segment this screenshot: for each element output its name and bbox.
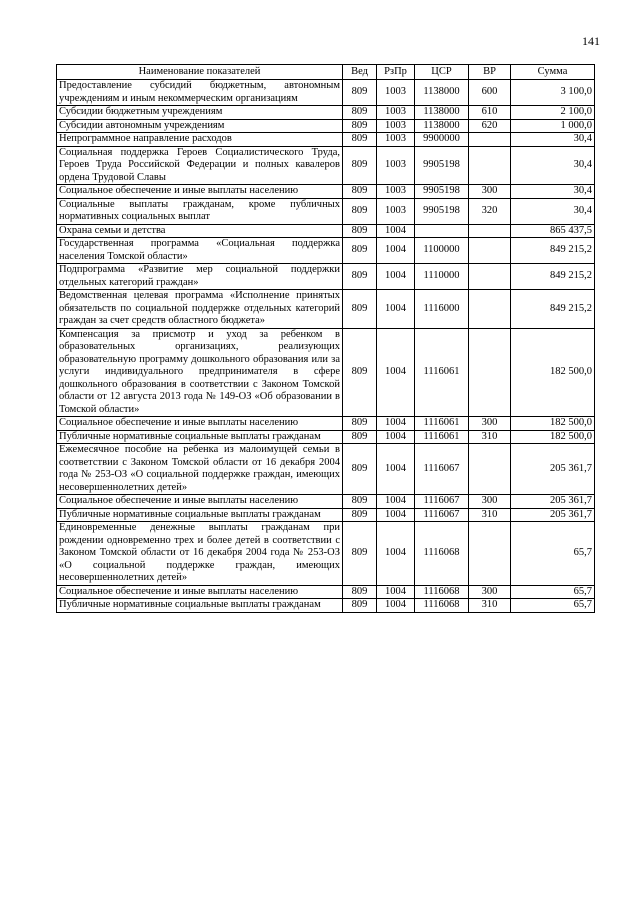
column-header-vr: ВР — [469, 65, 511, 80]
row-csr-cell: 1138000 — [415, 106, 469, 120]
row-csr-cell: 1116061 — [415, 430, 469, 444]
row-sum-cell: 205 361,7 — [511, 444, 595, 495]
row-csr-cell: 1138000 — [415, 119, 469, 133]
table-row — [57, 198, 595, 224]
row-sum-cell: 182 500,0 — [511, 328, 595, 417]
row-rzpr-cell: 1004 — [377, 508, 415, 522]
row-csr-cell: 1116067 — [415, 495, 469, 509]
row-vr-cell: 300 — [469, 417, 511, 431]
row-rzpr-cell: 1003 — [377, 146, 415, 185]
row-sum-cell: 849 215,2 — [511, 290, 595, 329]
row-ved-cell: 809 — [343, 80, 377, 106]
row-name-cell: Социальное обеспечение и иные выплаты населению — [57, 585, 343, 599]
row-sum-cell: 865 437,5 — [511, 224, 595, 238]
row-rzpr-cell: 1004 — [377, 224, 415, 238]
row-vr-cell: 610 — [469, 106, 511, 120]
row-rzpr-cell: 1004 — [377, 290, 415, 329]
row-ved-cell: 809 — [343, 224, 377, 238]
row-rzpr-cell: 1004 — [377, 238, 415, 264]
row-name-cell: Публичные нормативные социальные выплаты гражданам — [57, 508, 343, 522]
row-ved-cell: 809 — [343, 430, 377, 444]
table-row — [57, 133, 595, 147]
table-row — [57, 508, 595, 522]
row-sum-cell: 30,4 — [511, 146, 595, 185]
row-csr-cell: 1116061 — [415, 417, 469, 431]
column-header-ved: Вед — [343, 65, 377, 80]
row-name-cell: Непрограммное направление расходов — [57, 133, 343, 147]
row-sum-cell: 30,4 — [511, 133, 595, 147]
table-row — [57, 522, 595, 586]
table-row — [57, 585, 595, 599]
table-row — [57, 185, 595, 199]
table-row — [57, 264, 595, 290]
page-number: 141 — [582, 34, 600, 48]
row-name-cell: Социальное обеспечение и иные выплаты населению — [57, 185, 343, 199]
row-ved-cell: 809 — [343, 146, 377, 185]
row-ved-cell: 809 — [343, 495, 377, 509]
row-sum-cell: 30,4 — [511, 185, 595, 199]
row-name-cell: Социальное обеспечение и иные выплаты населению — [57, 495, 343, 509]
row-ved-cell: 809 — [343, 444, 377, 495]
row-ved-cell: 809 — [343, 328, 377, 417]
table-row — [57, 328, 595, 417]
budget-table — [56, 64, 595, 613]
row-ved-cell: 809 — [343, 599, 377, 613]
row-rzpr-cell: 1003 — [377, 106, 415, 120]
row-csr-cell: 1100000 — [415, 238, 469, 264]
row-rzpr-cell: 1004 — [377, 430, 415, 444]
row-name-cell: Ежемесячное пособие на ребенка из малоимущей семьи в соответствии с Законом Томской области от 16 декабря 2004 года № 253-ОЗ «О социальной поддержке граждан, имеющих несовершеннолетних детей» — [57, 444, 343, 495]
table-row — [57, 430, 595, 444]
table-row — [57, 119, 595, 133]
row-vr-cell: 620 — [469, 119, 511, 133]
row-sum-cell: 1 000,0 — [511, 119, 595, 133]
column-header-sum: Сумма — [511, 65, 595, 80]
row-vr-cell — [469, 328, 511, 417]
row-ved-cell: 809 — [343, 238, 377, 264]
table-row — [57, 238, 595, 264]
row-vr-cell: 300 — [469, 495, 511, 509]
row-vr-cell: 320 — [469, 198, 511, 224]
row-ved-cell: 809 — [343, 417, 377, 431]
row-csr-cell — [415, 224, 469, 238]
row-sum-cell: 2 100,0 — [511, 106, 595, 120]
row-name-cell: Охрана семьи и детства — [57, 224, 343, 238]
table-row — [57, 417, 595, 431]
row-ved-cell: 809 — [343, 106, 377, 120]
row-rzpr-cell: 1003 — [377, 133, 415, 147]
row-vr-cell — [469, 238, 511, 264]
row-name-cell: Подпрограмма «Развитие мер социальной поддержки отдельных категорий граждан» — [57, 264, 343, 290]
row-vr-cell: 600 — [469, 80, 511, 106]
row-csr-cell: 9905198 — [415, 146, 469, 185]
row-name-cell: Субсидии бюджетным учреждениям — [57, 106, 343, 120]
row-rzpr-cell: 1003 — [377, 119, 415, 133]
row-csr-cell: 1116061 — [415, 328, 469, 417]
row-ved-cell: 809 — [343, 508, 377, 522]
row-vr-cell — [469, 133, 511, 147]
row-sum-cell: 30,4 — [511, 198, 595, 224]
row-sum-cell: 182 500,0 — [511, 417, 595, 431]
row-rzpr-cell: 1004 — [377, 328, 415, 417]
table-row — [57, 106, 595, 120]
row-ved-cell: 809 — [343, 185, 377, 199]
row-name-cell: Субсидии автономным учреждениям — [57, 119, 343, 133]
row-name-cell: Ведомственная целевая программа «Исполнение принятых обязательств по социальной поддержке отдельных категорий граждан за счет средств областного бюджета» — [57, 290, 343, 329]
row-csr-cell: 9905198 — [415, 198, 469, 224]
row-rzpr-cell: 1004 — [377, 495, 415, 509]
row-ved-cell: 809 — [343, 585, 377, 599]
table-row — [57, 80, 595, 106]
row-sum-cell: 65,7 — [511, 522, 595, 586]
row-name-cell: Публичные нормативные социальные выплаты гражданам — [57, 430, 343, 444]
row-ved-cell: 809 — [343, 264, 377, 290]
row-name-cell: Компенсация за присмотр и уход за ребенком в образовательных организациях, реализующих образовательную программу дошкольного образования или за услуги индивидуального предпринимателя в сфере дошкольного образования в соответствии с Законом Томской области от 12 августа 2013 года № 149-ОЗ «Об образовании в Томской области» — [57, 328, 343, 417]
table-row — [57, 290, 595, 329]
row-name-cell: Единовременные денежные выплаты гражданам при рождении одновременно трех и более детей в соответствии с Законом Томской области от 16 декабря 2004 года № 253-ОЗ «О социальной поддержке граждан, имеющих несовершеннолетних детей» — [57, 522, 343, 586]
row-sum-cell: 849 215,2 — [511, 264, 595, 290]
row-sum-cell: 3 100,0 — [511, 80, 595, 106]
row-csr-cell: 1116068 — [415, 522, 469, 586]
row-name-cell: Публичные нормативные социальные выплаты гражданам — [57, 599, 343, 613]
row-rzpr-cell: 1003 — [377, 185, 415, 199]
row-vr-cell: 310 — [469, 508, 511, 522]
row-name-cell: Социальное обеспечение и иные выплаты населению — [57, 417, 343, 431]
row-vr-cell — [469, 290, 511, 329]
row-rzpr-cell: 1004 — [377, 522, 415, 586]
column-header-csr: ЦСР — [415, 65, 469, 80]
row-csr-cell: 1116068 — [415, 585, 469, 599]
table-row — [57, 224, 595, 238]
table-row — [57, 495, 595, 509]
row-csr-cell: 9905198 — [415, 185, 469, 199]
row-sum-cell: 182 500,0 — [511, 430, 595, 444]
row-sum-cell: 849 215,2 — [511, 238, 595, 264]
table-row — [57, 444, 595, 495]
row-sum-cell: 65,7 — [511, 599, 595, 613]
row-vr-cell — [469, 444, 511, 495]
row-rzpr-cell: 1004 — [377, 444, 415, 495]
row-rzpr-cell: 1004 — [377, 264, 415, 290]
row-name-cell: Государственная программа «Социальная поддержка населения Томской области» — [57, 238, 343, 264]
row-vr-cell — [469, 224, 511, 238]
row-csr-cell: 9900000 — [415, 133, 469, 147]
row-csr-cell: 1116068 — [415, 599, 469, 613]
row-rzpr-cell: 1004 — [377, 585, 415, 599]
table-header-row — [57, 65, 595, 80]
row-sum-cell: 205 361,7 — [511, 508, 595, 522]
table-row — [57, 146, 595, 185]
row-csr-cell: 1138000 — [415, 80, 469, 106]
row-ved-cell: 809 — [343, 133, 377, 147]
row-csr-cell: 1116067 — [415, 508, 469, 522]
row-name-cell: Предоставление субсидий бюджетным, автономным учреждениям и иным некоммерческим организациям — [57, 80, 343, 106]
row-vr-cell: 310 — [469, 430, 511, 444]
column-header-name: Наименование показателей — [57, 65, 343, 80]
row-ved-cell: 809 — [343, 119, 377, 133]
row-vr-cell — [469, 264, 511, 290]
row-vr-cell: 310 — [469, 599, 511, 613]
row-name-cell: Социальные выплаты гражданам, кроме публичных нормативных социальных выплат — [57, 198, 343, 224]
row-csr-cell: 1110000 — [415, 264, 469, 290]
row-vr-cell: 300 — [469, 185, 511, 199]
row-rzpr-cell: 1004 — [377, 417, 415, 431]
row-vr-cell — [469, 522, 511, 586]
row-sum-cell: 205 361,7 — [511, 495, 595, 509]
row-sum-cell: 65,7 — [511, 585, 595, 599]
row-rzpr-cell: 1003 — [377, 80, 415, 106]
row-rzpr-cell: 1004 — [377, 599, 415, 613]
row-csr-cell: 1116067 — [415, 444, 469, 495]
table-row — [57, 599, 595, 613]
row-rzpr-cell: 1003 — [377, 198, 415, 224]
row-name-cell: Социальная поддержка Героев Социалистического Труда, Героев Труда Российской Федерации и полных кавалеров ордена Трудовой Славы — [57, 146, 343, 185]
row-vr-cell — [469, 146, 511, 185]
row-ved-cell: 809 — [343, 198, 377, 224]
row-csr-cell: 1116000 — [415, 290, 469, 329]
column-header-rzpr: РзПр — [377, 65, 415, 80]
row-vr-cell: 300 — [469, 585, 511, 599]
row-ved-cell: 809 — [343, 522, 377, 586]
row-ved-cell: 809 — [343, 290, 377, 329]
